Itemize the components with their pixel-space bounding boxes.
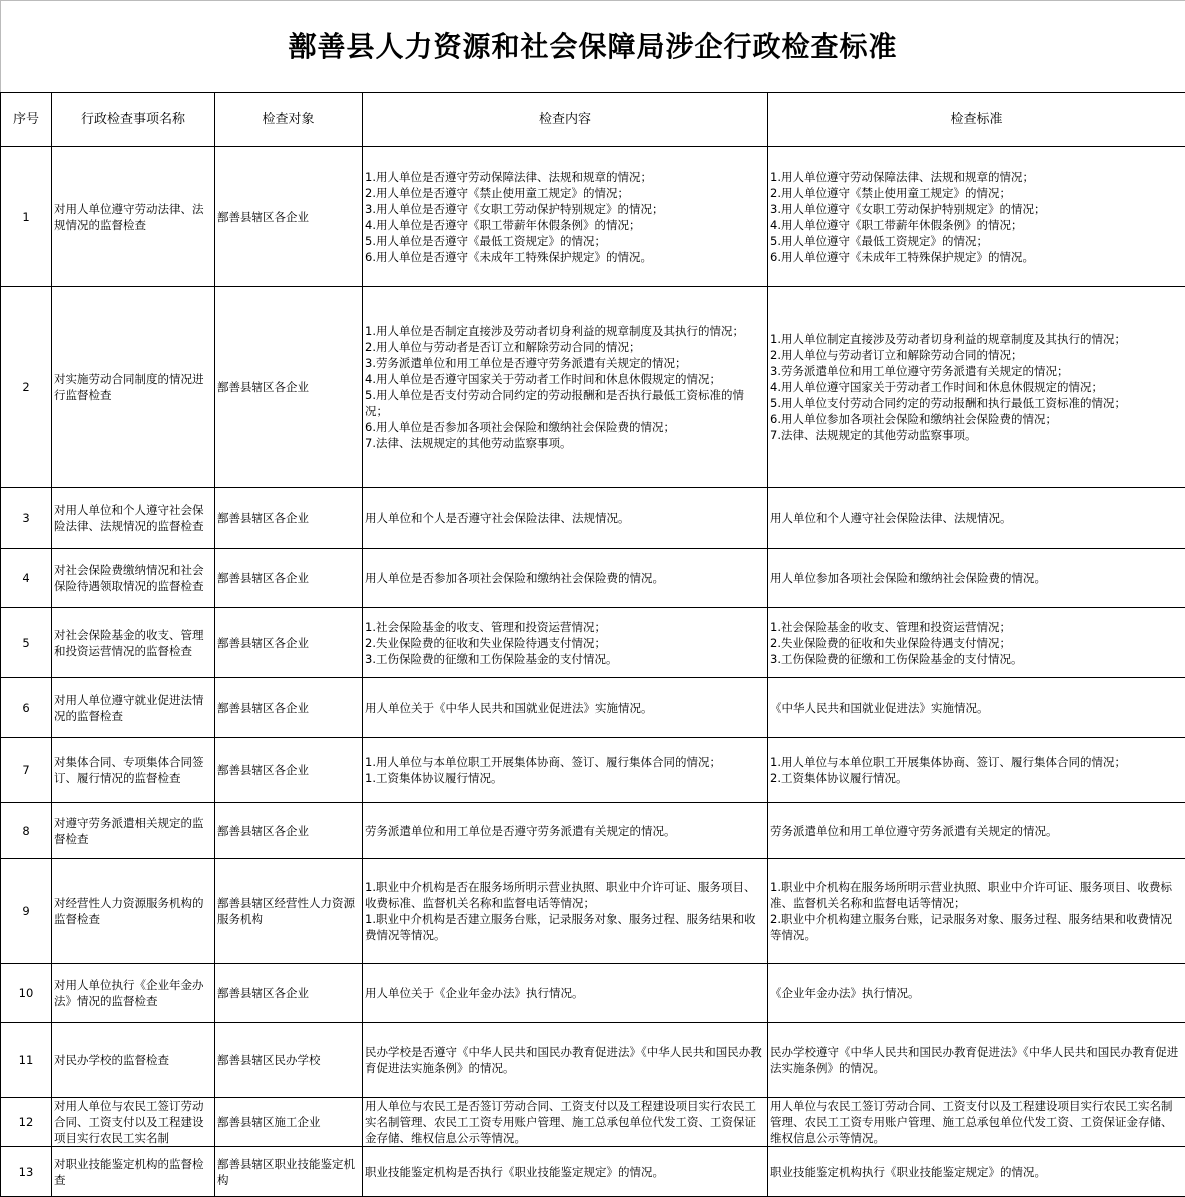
row-number: 4 [1,549,52,608]
inspection-item-name: 对用人单位和个人遵守社会保险法律、法规情况的监督检查 [52,488,215,549]
inspection-item-name: 对职业技能鉴定机构的监督检查 [52,1147,215,1197]
inspection-target: 鄯善县辖区各企业 [215,738,363,803]
inspection-content: 用人单位与农民工是否签订劳动合同、工资支付以及工程建设项目实行农民工实名制管理、农民工工资专用账户管理、施工总承包单位代发工资、工资保证金存储、维权信息公示等情况。 [363,1098,768,1147]
inspection-content: 用人单位关于《中华人民共和国就业促进法》实施情况。 [363,678,768,738]
inspection-item-name: 对社会保险基金的收支、管理和投资运营情况的监督检查 [52,608,215,678]
header-target: 检查对象 [215,93,363,147]
inspection-content: 民办学校是否遵守《中华人民共和国民办教育促进法》《中华人民共和国民办教育促进法实施条例》的情况。 [363,1023,768,1098]
inspection-standard: 用人单位与农民工签订劳动合同、工资支付以及工程建设项目实行农民工实名制管理、农民工工资专用账户管理、施工总承包单位代发工资、工资保证金存储、维权信息公示等情况。 [768,1098,1185,1147]
inspection-item-name: 对集体合同、专项集体合同签订、履行情况的监督检查 [52,738,215,803]
inspection-standard: 1.用人单位遵守劳动保障法律、法规和规章的情况； 2.用人单位遵守《禁止使用童工规定》的情况； 3.用人单位遵守《女职工劳动保护特别规定》的情况； 4.用人单位遵守《职工带薪年休假条例》的情况； 5.用人单位遵守《最低工资规定》的情况； 6.用人单位遵守《未成年工特殊保护规定》的情况。 [768,147,1185,287]
inspection-standard: 职业技能鉴定机构执行《职业技能鉴定规定》的情况。 [768,1147,1185,1197]
row-number: 10 [1,964,52,1023]
row-number: 7 [1,738,52,803]
header-item: 行政检查事项名称 [52,93,215,147]
inspection-target: 鄯善县辖区经营性人力资源服务机构 [215,859,363,964]
inspection-content: 职业技能鉴定机构是否执行《职业技能鉴定规定》的情况。 [363,1147,768,1197]
inspection-target: 鄯善县辖区各企业 [215,678,363,738]
table-row [1,608,1185,678]
inspection-item-name: 对用人单位遵守劳动法律、法规情况的监督检查 [52,147,215,287]
table-row [1,287,1185,488]
page-title: 鄯善县人力资源和社会保障局涉企行政检查标准 [1,1,1185,93]
inspection-standard: 1.职业中介机构在服务场所明示营业执照、职业中介许可证、服务项目、收费标准、监督机关名称和监督电话等情况； 2.职业中介机构建立服务台账，记录服务对象、服务过程、服务结果和收费情况等情况。 [768,859,1185,964]
table-header [1,93,1185,147]
inspection-item-name: 对用人单位执行《企业年金办法》情况的监督检查 [52,964,215,1023]
inspection-standard: 《企业年金办法》执行情况。 [768,964,1185,1023]
inspection-standard: 用人单位和个人遵守社会保险法律、法规情况。 [768,488,1185,549]
inspection-content: 用人单位关于《企业年金办法》执行情况。 [363,964,768,1023]
inspection-target: 鄯善县辖区职业技能鉴定机构 [215,1147,363,1197]
inspection-target: 鄯善县辖区各企业 [215,287,363,488]
table-row [1,1098,1185,1147]
inspection-standard: 《中华人民共和国就业促进法》实施情况。 [768,678,1185,738]
table-row [1,549,1185,608]
inspection-item-name: 对社会保险费缴纳情况和社会保险待遇领取情况的监督检查 [52,549,215,608]
table-row [1,1147,1185,1197]
row-number: 6 [1,678,52,738]
row-number: 11 [1,1023,52,1098]
inspection-content: 1.职业中介机构是否在服务场所明示营业执照、职业中介许可证、服务项目、收费标准、监督机关名称和监督电话等情况； 1.职业中介机构是否建立服务台账，记录服务对象、服务过程、服务结果和收费情况等情况。 [363,859,768,964]
header-no: 序号 [1,93,52,147]
row-number: 1 [1,147,52,287]
inspection-standard: 劳务派遣单位和用工单位遵守劳务派遣有关规定的情况。 [768,803,1185,859]
inspection-target: 鄯善县辖区各企业 [215,549,363,608]
inspection-target: 鄯善县辖区施工企业 [215,1098,363,1147]
inspection-target: 鄯善县辖区民办学校 [215,1023,363,1098]
row-number: 2 [1,287,52,488]
table-row [1,488,1185,549]
inspection-item-name: 对遵守劳务派遣相关规定的监督检查 [52,803,215,859]
table-row [1,859,1185,964]
header-content: 检查内容 [363,93,768,147]
row-number: 3 [1,488,52,549]
inspection-target: 鄯善县辖区各企业 [215,964,363,1023]
inspection-target: 鄯善县辖区各企业 [215,147,363,287]
inspection-target: 鄯善县辖区各企业 [215,608,363,678]
table-row [1,1023,1185,1098]
inspection-item-name: 对民办学校的监督检查 [52,1023,215,1098]
inspection-target: 鄯善县辖区各企业 [215,488,363,549]
inspection-content: 用人单位和个人是否遵守社会保险法律、法规情况。 [363,488,768,549]
row-number: 5 [1,608,52,678]
table-row [1,678,1185,738]
header-standard: 检查标准 [768,93,1185,147]
row-number: 9 [1,859,52,964]
table-row [1,803,1185,859]
table-row [1,738,1185,803]
inspection-item-name: 对经营性人力资源服务机构的监督检查 [52,859,215,964]
inspection-content: 1.用人单位与本单位职工开展集体协商、签订、履行集体合同的情况； 1.工资集体协议履行情况。 [363,738,768,803]
row-number: 12 [1,1098,52,1147]
inspection-item-name: 对用人单位遵守就业促进法情况的监督检查 [52,678,215,738]
inspection-content: 用人单位是否参加各项社会保险和缴纳社会保险费的情况。 [363,549,768,608]
inspection-content: 1.社会保险基金的收支、管理和投资运营情况； 2.失业保险费的征收和失业保险待遇支付情况； 3.工伤保险费的征缴和工伤保险基金的支付情况。 [363,608,768,678]
inspection-standard: 1.社会保险基金的收支、管理和投资运营情况； 2.失业保险费的征收和失业保险待遇支付情况； 3.工伤保险费的征缴和工伤保险基金的支付情况。 [768,608,1185,678]
inspection-content: 劳务派遣单位和用工单位是否遵守劳务派遣有关规定的情况。 [363,803,768,859]
inspection-content: 1.用人单位是否制定直接涉及劳动者切身利益的规章制度及其执行的情况； 2.用人单位与劳动者是否订立和解除劳动合同的情况； 3.劳务派遣单位和用工单位是否遵守劳务派遣有关规定的情况； 4.用人单位是否遵守国家关于劳动者工作时间和休息休假规定的情况； 5.用人单位是否支付劳动合同约定的劳动报酬和是否执行最低工资标准的情况； 6.用人单位是否参加各项社会保险和缴纳社会保险费的情况； 7.法律、法规规定的其他劳动监察事项。 [363,287,768,488]
row-number: 13 [1,1147,52,1197]
row-number: 8 [1,803,52,859]
table-row [1,964,1185,1023]
inspection-item-name: 对实施劳动合同制度的情况进行监督检查 [52,287,215,488]
inspection-standard: 1.用人单位制定直接涉及劳动者切身利益的规章制度及其执行的情况； 2.用人单位与劳动者订立和解除劳动合同的情况； 3.劳务派遣单位和用工单位遵守劳务派遣有关规定的情况； 4.用人单位遵守国家关于劳动者工作时间和休息休假规定的情况； 5.用人单位支付劳动合同约定的劳动报酬和执行最低工资标准的情况； 6.用人单位参加各项社会保险和缴纳社会保险费的情况； 7.法律、法规规定的其他劳动监察事项。 [768,287,1185,488]
inspection-item-name: 对用人单位与农民工签订劳动合同、工资支付以及工程建设项目实行农民工实名制 [52,1098,215,1147]
inspection-target: 鄯善县辖区各企业 [215,803,363,859]
inspection-standard: 用人单位参加各项社会保险和缴纳社会保险费的情况。 [768,549,1185,608]
table-row [1,147,1185,287]
inspection-standard: 民办学校遵守《中华人民共和国民办教育促进法》《中华人民共和国民办教育促进法实施条例》的情况。 [768,1023,1185,1098]
inspection-standard: 1.用人单位与本单位职工开展集体协商、签订、履行集体合同的情况； 2.工资集体协议履行情况。 [768,738,1185,803]
inspection-content: 1.用人单位是否遵守劳动保障法律、法规和规章的情况； 2.用人单位是否遵守《禁止使用童工规定》的情况； 3.用人单位是否遵守《女职工劳动保护特别规定》的情况； 4.用人单位是否遵守《职工带薪年休假条例》的情况； 5.用人单位是否遵守《最低工资规定》的情况； 6.用人单位是否遵守《未成年工特殊保护规定》的情况。 [363,147,768,287]
